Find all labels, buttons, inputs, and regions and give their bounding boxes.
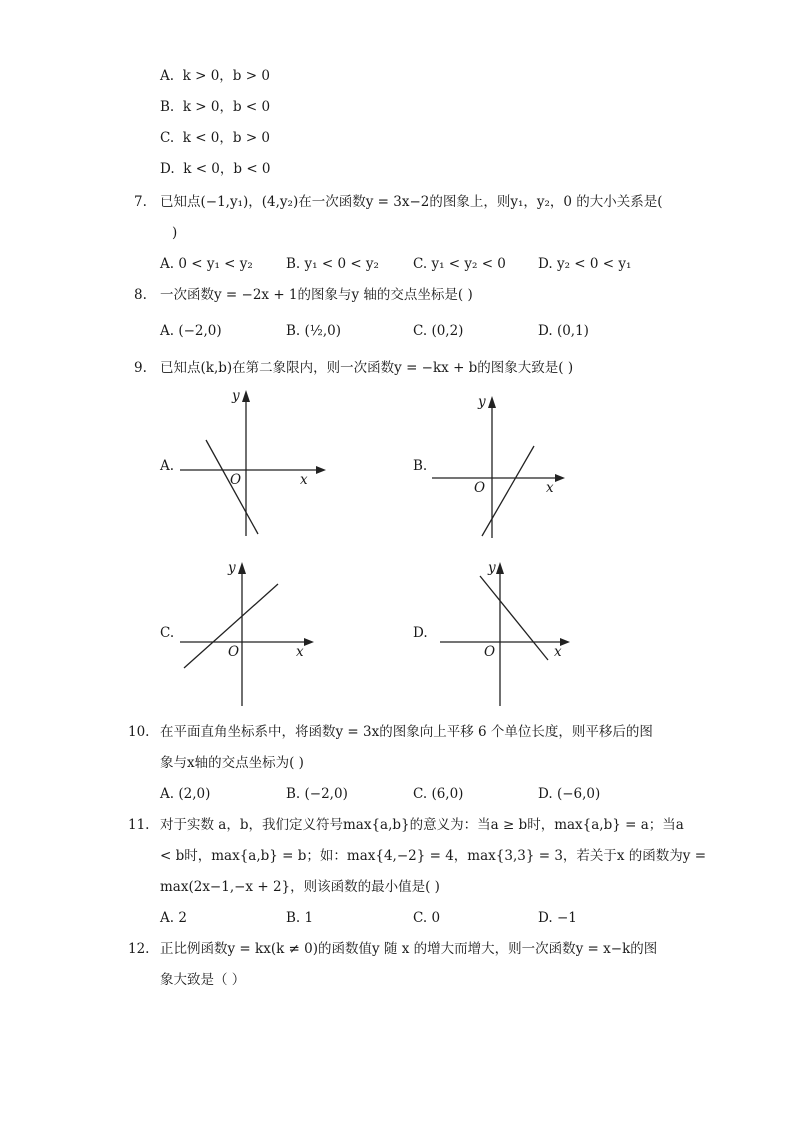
- q8-option-b[interactable]: B. (½,0): [286, 323, 342, 339]
- x-axis-label: x: [300, 472, 308, 488]
- q10-option-c[interactable]: C. (6,0): [413, 786, 464, 802]
- q9-graph-b[interactable]: [430, 392, 565, 540]
- origin-label: O: [474, 480, 486, 496]
- q11-text-cont-2: max(2x−1,−x + 2}，则该函数的最小值是( ): [160, 879, 440, 895]
- y-axis-label: y: [232, 388, 240, 404]
- q8-number: 8.: [134, 287, 147, 303]
- q12-number: 12.: [128, 941, 150, 957]
- q8-option-c[interactable]: C. (0,2): [413, 323, 464, 339]
- q10-option-b[interactable]: B. (−2,0): [286, 786, 348, 802]
- origin-label: O: [484, 644, 496, 660]
- q6-option-d[interactable]: D. k < 0，b < 0: [160, 161, 271, 177]
- q9-text: 已知点(k,b)在第二象限内，则一次函数y = −kx + b的图象大致是( ): [160, 360, 574, 376]
- y-axis-label: y: [488, 560, 496, 576]
- q9-number: 9.: [134, 360, 147, 376]
- x-axis-label: x: [546, 480, 554, 496]
- q9-option-d-label[interactable]: D.: [413, 625, 428, 641]
- q11-option-b[interactable]: B. 1: [286, 910, 314, 926]
- q6-option-b[interactable]: B. k > 0，b < 0: [160, 99, 271, 115]
- q7-text-cont: ): [172, 225, 178, 241]
- q7-option-b[interactable]: B. y₁ < 0 < y₂: [286, 256, 379, 272]
- q11-text-cont-1: < b时，max{a,b} = b；如：max{4,−2} = 4，max{3,3} = 3，若关于x 的函数为y =: [160, 848, 707, 864]
- q7-number: 7.: [134, 194, 147, 210]
- x-axis-label: x: [554, 644, 562, 660]
- q10-option-d[interactable]: D. (−6,0): [538, 786, 601, 802]
- origin-label: O: [230, 472, 242, 488]
- q12-text-cont: 象大致是（ ）: [160, 972, 246, 988]
- q11-option-c[interactable]: C. 0: [413, 910, 441, 926]
- q8-text: 一次函数y = −2x + 1的图象与y 轴的交点坐标是( ): [160, 287, 473, 303]
- q8-option-a[interactable]: A. (−2,0): [160, 323, 222, 339]
- y-axis-label: y: [478, 394, 486, 410]
- x-axis-label: x: [296, 644, 304, 660]
- y-axis-label: y: [228, 560, 236, 576]
- q6-option-a[interactable]: A. k > 0，b > 0: [160, 68, 270, 84]
- q7-option-d[interactable]: D. y₂ < 0 < y₁: [538, 256, 632, 272]
- q8-option-d[interactable]: D. (0,1): [538, 323, 589, 339]
- q10-text: 在平面直角坐标系中，将函数y = 3x的图象向上平移 6 个单位长度，则平移后的图: [160, 724, 653, 740]
- q10-number: 10.: [128, 724, 150, 740]
- q9-graph-c[interactable]: [180, 558, 315, 708]
- q7-option-c[interactable]: C. y₁ < y₂ < 0: [413, 256, 506, 272]
- q9-graph-d[interactable]: [436, 558, 571, 708]
- q11-option-d[interactable]: D. −1: [538, 910, 577, 926]
- q9-graph-a[interactable]: [176, 388, 326, 538]
- q10-text-cont: 象与x轴的交点坐标为( ): [160, 755, 304, 771]
- q7-option-a[interactable]: A. 0 < y₁ < y₂: [160, 256, 253, 272]
- q12-text: 正比例函数y = kx(k ≠ 0)的函数值y 随 x 的增大而增大，则一次函数y = x−k的图: [160, 941, 658, 957]
- q11-number: 11.: [128, 817, 150, 833]
- q9-option-b-label[interactable]: B.: [413, 458, 428, 474]
- q9-option-c-label[interactable]: C.: [160, 625, 175, 641]
- origin-label: O: [228, 644, 240, 660]
- q11-option-a[interactable]: A. 2: [160, 910, 187, 926]
- q9-option-a-label[interactable]: A.: [160, 458, 175, 474]
- q7-text: 已知点(−1,y₁)，(4,y₂)在一次函数y = 3x−2的图象上，则y₁，y₂，0 的大小关系是(: [160, 194, 663, 210]
- q11-text: 对于实数 a，b，我们定义符号max{a,b}的意义为：当a ≥ b时，max{a,b} = a；当a: [160, 817, 684, 833]
- q6-option-c[interactable]: C. k < 0，b > 0: [160, 130, 271, 146]
- q10-option-a[interactable]: A. (2,0): [160, 786, 211, 802]
